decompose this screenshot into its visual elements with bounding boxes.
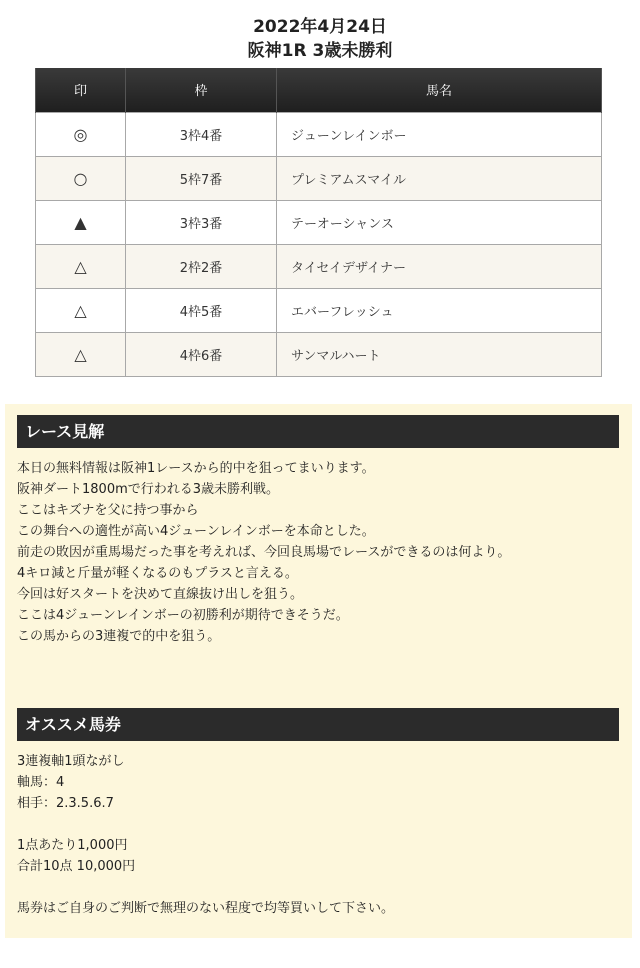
mark-cell: △ (36, 288, 126, 332)
horse-name-cell: テーオーシャンス (277, 200, 602, 244)
horse-name-cell: エバーフレッシュ (277, 288, 602, 332)
bet-type: 3連複軸1頭ながし (17, 754, 125, 769)
prediction-table (35, 68, 602, 377)
mark-cell: △ (36, 244, 126, 288)
disclaimer-note: 馬券はご自身のご判断で無理のない程度で均等買いして下さい。 (17, 901, 395, 916)
mark-cell: ▲ (36, 200, 126, 244)
horse-name-cell: サンマルハート (277, 332, 602, 376)
gate-cell: 4枠6番 (126, 332, 277, 376)
mark-cell: △ (36, 332, 126, 376)
mark-cell: ◎ (36, 112, 126, 156)
analysis-line: 4キロ減と斤量が軽くなるのもプラスと言える。 (17, 566, 298, 581)
partner-horses: 相手：2.3.5.6.7 (17, 796, 114, 811)
axis-horse: 軸馬：4 (17, 775, 65, 790)
horse-name-cell: ジューンレインボー (277, 112, 602, 156)
analysis-line: この舞台への適性が高い4ジューンレインボーを本命とした。 (17, 524, 375, 539)
mark-cell: ○ (36, 156, 126, 200)
analysis-text (17, 458, 625, 647)
analysis-line: ここはキズナを父に持つ事から (17, 503, 199, 518)
horse-name-cell: タイセイデザイナー (277, 244, 602, 288)
gate-cell: 3枠4番 (126, 112, 277, 156)
race-date: 2022年4月24日 (253, 17, 387, 37)
analysis-line: 本日の無料情報は阪神1レースから的中を狙ってまいります。 (17, 461, 375, 476)
gate-cell: 2枠2番 (126, 244, 277, 288)
table-row (36, 332, 602, 376)
column-header-horse: 馬名 (277, 68, 602, 112)
gate-cell: 5枠7番 (126, 156, 277, 200)
gate-cell: 4枠5番 (126, 288, 277, 332)
analysis-line: 前走の敗因が重馬場だった事を考えれば、今回良馬場でレースができるのは何より。 (17, 545, 511, 560)
recommend-heading: オススメ馬券 (17, 708, 619, 741)
table-row (36, 244, 602, 288)
per-point-amount: 1点あたり1,000円 (17, 838, 128, 853)
analysis-line: 阪神ダート1800mで行われる3歳未勝利戦。 (17, 482, 280, 497)
column-header-mark: 印 (36, 68, 126, 112)
table-row (36, 112, 602, 156)
horse-name-cell: プレミアムスマイル (277, 156, 602, 200)
table-row (36, 156, 602, 200)
total-amount: 合計10点 10,000円 (17, 859, 136, 874)
table-row (36, 288, 602, 332)
table-row (36, 200, 602, 244)
analysis-line: ここは4ジューンレインボーの初勝利が期待できそうだ。 (17, 608, 349, 623)
gate-cell: 3枠3番 (126, 200, 277, 244)
recommend-text (17, 751, 625, 919)
analysis-heading: レース見解 (17, 415, 619, 448)
analysis-line: この馬からの3連複で的中を狙う。 (17, 629, 221, 644)
analysis-line: 今回は好スタートを決めて直線抜け出しを狙う。 (17, 587, 304, 602)
race-title: 阪神1R 3歳未勝利 (247, 41, 393, 61)
table-header-row (36, 68, 602, 112)
info-panel (5, 404, 632, 938)
column-header-gate: 枠 (126, 68, 277, 112)
